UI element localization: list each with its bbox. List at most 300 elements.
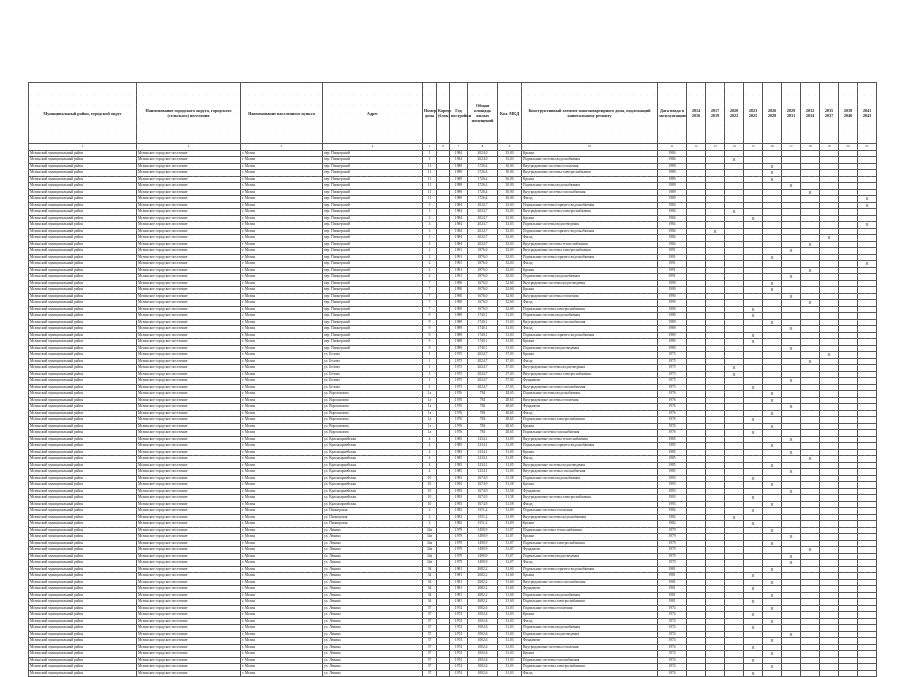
date-cell: 1990 bbox=[658, 306, 687, 313]
settlement-cell: Мглинское городское поселение bbox=[137, 514, 241, 521]
area-cell: 2024,7 bbox=[468, 202, 498, 209]
element-cell: Подвальные системы электроснабжения bbox=[522, 664, 658, 671]
settlement-cell: Мглинское городское поселение bbox=[137, 423, 241, 430]
element-cell: Подвальные системы горячего водоснабжения bbox=[522, 254, 658, 261]
settlement-cell: Мглинское городское поселение bbox=[137, 365, 241, 372]
area-cell: 1876,0 bbox=[468, 261, 498, 268]
district-cell: Мглинский муниципальный район bbox=[29, 501, 137, 508]
element-cell: Фасад bbox=[522, 235, 658, 242]
settlement-cell: Мглинское городское поселение bbox=[137, 475, 241, 482]
date-cell: 1974 bbox=[658, 618, 687, 625]
area-cell: 1002,6 bbox=[468, 638, 498, 645]
date-cell: 1984 bbox=[658, 241, 687, 248]
town-cell: г. Мглин bbox=[241, 248, 323, 255]
year-cell: 1975 bbox=[450, 378, 468, 385]
date-cell: 1981 bbox=[658, 592, 687, 599]
element-cell: Подвальные системы водоснабжения bbox=[522, 313, 658, 320]
settlement-cell: Мглинское городское поселение bbox=[137, 456, 241, 463]
area-cell: 2682,2 bbox=[468, 599, 498, 606]
district-cell: Мглинский муниципальный район bbox=[29, 391, 137, 398]
settlement-cell: Мглинское городское поселение bbox=[137, 638, 241, 645]
town-cell: г. Мглин bbox=[241, 267, 323, 274]
area-cell: 1234,1 bbox=[468, 449, 498, 456]
town-cell: г. Мглин bbox=[241, 241, 323, 248]
settlement-cell: Мглинское городское поселение bbox=[137, 170, 241, 177]
date-cell: 1993 bbox=[658, 488, 687, 495]
settlement-cell: Мглинское городское поселение bbox=[137, 560, 241, 567]
date-cell: 1985 bbox=[658, 469, 687, 476]
mkd-cell: 28,65 bbox=[498, 391, 522, 398]
town-cell: г. Мглин bbox=[241, 280, 323, 287]
house-number-cell: 1а bbox=[423, 430, 437, 437]
town-cell: г. Мглин bbox=[241, 651, 323, 658]
period-mark-cell: X bbox=[763, 527, 782, 534]
year-cell: 1989 bbox=[450, 170, 468, 177]
column-header: 2014 2016 bbox=[687, 83, 706, 144]
town-cell: г. Мглин bbox=[241, 560, 323, 567]
district-cell: Мглинский муниципальный район bbox=[29, 508, 137, 515]
year-cell: 1985 bbox=[450, 449, 468, 456]
district-cell: Мглинский муниципальный район bbox=[29, 319, 137, 326]
period-mark-cell: X bbox=[763, 443, 782, 450]
mkd-cell: 31,07 bbox=[498, 560, 522, 567]
period-mark-cell: X bbox=[782, 404, 801, 411]
settlement-cell: Мглинское городское поселение bbox=[137, 586, 241, 593]
town-cell: г. Мглин bbox=[241, 293, 323, 300]
mkd-cell: 31,60 bbox=[498, 573, 522, 580]
settlement-cell: Мглинское городское поселение bbox=[137, 501, 241, 508]
address-cell: пер. Пионерский bbox=[323, 163, 423, 170]
district-cell: Мглинский муниципальный район bbox=[29, 605, 137, 612]
element-cell: Подвальные системы горячего водоснабжения bbox=[522, 332, 658, 339]
district-cell: Мглинский муниципальный район bbox=[29, 228, 137, 235]
settlement-cell: Мглинское городское поселение bbox=[137, 209, 241, 216]
mkd-cell: 31,03 bbox=[498, 651, 522, 658]
house-number-cell: 34а bbox=[423, 553, 437, 560]
column-number: 3 bbox=[241, 144, 323, 151]
area-cell: 1876,0 bbox=[468, 274, 498, 281]
town-cell: г. Мглин bbox=[241, 313, 323, 320]
year-cell: 1976 bbox=[450, 404, 468, 411]
element-cell: Внутридомовые системы отопления bbox=[522, 293, 658, 300]
year-cell: 1979 bbox=[450, 540, 468, 547]
column-header: Наименование населенного пункта bbox=[241, 83, 323, 144]
mkd-cell: 31,58 bbox=[498, 475, 522, 482]
address-cell: ул. Ворошилова bbox=[323, 417, 423, 424]
settlement-cell: Мглинское городское поселение bbox=[137, 605, 241, 612]
column-header: 2026 2028 bbox=[763, 83, 782, 144]
area-cell: 1876,0 bbox=[468, 267, 498, 274]
address-cell: ул. Пионерская bbox=[323, 514, 423, 521]
district-cell: Мглинский муниципальный район bbox=[29, 384, 137, 391]
town-cell: г. Мглин bbox=[241, 371, 323, 378]
mkd-cell: 31,60 bbox=[498, 566, 522, 573]
element-cell: Подвальные системы горячего водоснабжения bbox=[522, 202, 658, 209]
date-cell: 1984 bbox=[658, 150, 687, 157]
area-cell: 1002,6 bbox=[468, 644, 498, 651]
mkd-cell: 31,09 bbox=[498, 521, 522, 528]
year-cell: 1975 bbox=[450, 371, 468, 378]
year-cell: 1985 bbox=[450, 436, 468, 443]
address-cell: пер. Пионерский bbox=[323, 319, 423, 326]
town-cell: г. Мглин bbox=[241, 365, 323, 372]
settlement-cell: Мглинское городское поселение bbox=[137, 358, 241, 365]
town-cell: г. Мглин bbox=[241, 287, 323, 294]
date-cell: 1974 bbox=[658, 638, 687, 645]
town-cell: г. Мглин bbox=[241, 638, 323, 645]
settlement-cell: Мглинское городское поселение bbox=[137, 495, 241, 502]
town-cell: г. Мглин bbox=[241, 521, 323, 528]
year-cell: 1985 bbox=[450, 469, 468, 476]
period-mark-cell: X bbox=[782, 436, 801, 443]
settlement-cell: Мглинское городское поселение bbox=[137, 280, 241, 287]
area-cell: 1740,1 bbox=[468, 345, 498, 352]
address-cell: ул. Ленина bbox=[323, 579, 423, 586]
address-cell: ул. Пионерская bbox=[323, 521, 423, 528]
mkd-cell: 30,00 bbox=[498, 163, 522, 170]
period-mark-cell: X bbox=[763, 287, 782, 294]
date-cell: 1975 bbox=[658, 358, 687, 365]
town-cell: г. Мглин bbox=[241, 592, 323, 599]
town-cell: г. Мглин bbox=[241, 235, 323, 242]
district-cell: Мглинский муниципальный район bbox=[29, 248, 137, 255]
district-cell: Мглинский муниципальный район bbox=[29, 215, 137, 222]
mkd-cell: 28,65 bbox=[498, 423, 522, 430]
area-cell: 1490,9 bbox=[468, 534, 498, 541]
area-cell: 1551,2 bbox=[468, 521, 498, 528]
element-cell: Крыша bbox=[522, 482, 658, 489]
district-cell: Мглинский муниципальный район bbox=[29, 150, 137, 157]
element-cell: Крыша bbox=[522, 267, 658, 274]
date-cell: 1990 bbox=[658, 293, 687, 300]
year-cell: 1989 bbox=[450, 183, 468, 190]
area-cell: 1740,1 bbox=[468, 326, 498, 333]
district-cell: Мглинский муниципальный район bbox=[29, 586, 137, 593]
town-cell: г. Мглин bbox=[241, 391, 323, 398]
settlement-cell: Мглинское городское поселение bbox=[137, 378, 241, 385]
mkd-cell: 31,03 bbox=[498, 644, 522, 651]
column-number: 20 bbox=[839, 144, 858, 151]
element-cell: Подвальные системы водоснабжения bbox=[522, 592, 658, 599]
element-cell: Внутридомовые системы электроснабжения bbox=[522, 495, 658, 502]
settlement-cell: Мглинское городское поселение bbox=[137, 241, 241, 248]
period-mark-cell: X bbox=[858, 196, 877, 203]
address-cell: пер. Пионерский bbox=[323, 183, 423, 190]
year-cell: 1982 bbox=[450, 521, 468, 528]
date-cell: 1985 bbox=[658, 436, 687, 443]
year-cell: 1993 bbox=[450, 501, 468, 508]
town-cell: г. Мглин bbox=[241, 352, 323, 359]
district-cell: Мглинский муниципальный район bbox=[29, 534, 137, 541]
settlement-cell: Мглинское городское поселение bbox=[137, 352, 241, 359]
house-number-cell: 34а bbox=[423, 534, 437, 541]
year-cell: 1985 bbox=[450, 462, 468, 469]
element-cell: Подвальные системы водоснабжения bbox=[522, 157, 658, 164]
town-cell: г. Мглин bbox=[241, 274, 323, 281]
settlement-cell: Мглинское городское поселение bbox=[137, 300, 241, 307]
period-mark-cell: X bbox=[858, 261, 877, 268]
house-number-cell: 34 bbox=[423, 592, 437, 599]
mkd-cell: 31,03 bbox=[498, 618, 522, 625]
period-mark-cell: X bbox=[763, 410, 782, 417]
area-cell: 784 bbox=[468, 391, 498, 398]
mkd-cell: 31,09 bbox=[498, 508, 522, 515]
house-number-cell: 11 bbox=[423, 189, 437, 196]
district-cell: Мглинский муниципальный район bbox=[29, 410, 137, 417]
element-cell: Внутридомовые системы теплоснабжения bbox=[522, 436, 658, 443]
address-cell: ул. Ленина bbox=[323, 631, 423, 638]
year-cell: 1976 bbox=[450, 423, 468, 430]
address-cell: ул. Ворошилова bbox=[323, 430, 423, 437]
settlement-cell: Мглинское городское поселение bbox=[137, 625, 241, 632]
town-cell: г. Мглин bbox=[241, 670, 323, 677]
address-cell: ул. Ворошилова bbox=[323, 397, 423, 404]
mkd-cell: 31,60 bbox=[498, 579, 522, 586]
address-cell: ул. Ленина bbox=[323, 566, 423, 573]
house-number-cell: 1 bbox=[423, 384, 437, 391]
mkd-cell: 31,07 bbox=[498, 540, 522, 547]
mkd-cell: 33,03 bbox=[498, 222, 522, 229]
area-cell: 784 bbox=[468, 417, 498, 424]
year-cell: 1989 bbox=[450, 163, 468, 170]
year-cell: 1991 bbox=[450, 254, 468, 261]
year-cell: 1974 bbox=[450, 670, 468, 677]
district-cell: Мглинский муниципальный район bbox=[29, 521, 137, 528]
period-mark-cell: X bbox=[820, 352, 839, 359]
year-cell: 1974 bbox=[450, 664, 468, 671]
address-cell: ул. Ленина bbox=[323, 534, 423, 541]
column-header: 2038 2040 bbox=[839, 83, 858, 144]
mkd-cell: 28,65 bbox=[498, 410, 522, 417]
date-cell: 1989 bbox=[658, 183, 687, 190]
period-mark-cell bbox=[820, 670, 839, 677]
column-header: 2032 2034 bbox=[801, 83, 820, 144]
house-number-cell: 7 bbox=[423, 280, 437, 287]
date-cell: 1989 bbox=[658, 163, 687, 170]
period-mark-cell: X bbox=[763, 397, 782, 404]
mkd-cell: 31,03 bbox=[498, 657, 522, 664]
column-header: Кол. МКД bbox=[498, 83, 522, 144]
district-cell: Мглинский муниципальный район bbox=[29, 397, 137, 404]
mkd-cell: 30,00 bbox=[498, 170, 522, 177]
date-cell: 1985 bbox=[658, 456, 687, 463]
settlement-cell: Мглинское городское поселение bbox=[137, 313, 241, 320]
period-mark-cell: X bbox=[763, 170, 782, 177]
element-cell: Внутридомовые системы отопления bbox=[522, 163, 658, 170]
column-header: Общая площадь жилых помещений bbox=[468, 83, 498, 144]
town-cell: г. Мглин bbox=[241, 456, 323, 463]
settlement-cell: Мглинское городское поселение bbox=[137, 599, 241, 606]
year-cell: 1975 bbox=[450, 365, 468, 372]
mkd-cell: 31,03 bbox=[498, 319, 522, 326]
town-cell: г. Мглин bbox=[241, 397, 323, 404]
mkd-cell: 31,07 bbox=[498, 527, 522, 534]
mkd-cell: 32,60 bbox=[498, 306, 522, 313]
town-cell: г. Мглин bbox=[241, 534, 323, 541]
mkd-cell: 33,03 bbox=[498, 235, 522, 242]
period-mark-cell: X bbox=[744, 339, 763, 346]
column-number: 19 bbox=[820, 144, 839, 151]
element-cell: Внутридомовые системы отопления bbox=[522, 644, 658, 651]
district-cell: Мглинский муниципальный район bbox=[29, 306, 137, 313]
address-cell: пер. Пионерский bbox=[323, 293, 423, 300]
year-cell: 1984 bbox=[450, 150, 468, 157]
period-mark-cell bbox=[839, 670, 858, 677]
period-mark-cell: X bbox=[858, 202, 877, 209]
date-cell: 1991 bbox=[658, 254, 687, 261]
mkd-cell: 31,09 bbox=[498, 514, 522, 521]
area-cell: 1726,4 bbox=[468, 183, 498, 190]
district-cell: Мглинский муниципальный район bbox=[29, 241, 137, 248]
settlement-cell: Мглинское городское поселение bbox=[137, 540, 241, 547]
address-cell: ул. Ворошилова bbox=[323, 423, 423, 430]
house-number-cell: 37 bbox=[423, 651, 437, 658]
area-cell: 784 bbox=[468, 430, 498, 437]
year-cell: 1974 bbox=[450, 605, 468, 612]
date-cell: 1976 bbox=[658, 410, 687, 417]
year-cell: 1984 bbox=[450, 241, 468, 248]
area-cell: 1876,0 bbox=[468, 248, 498, 255]
period-mark-cell: X bbox=[801, 267, 820, 274]
period-mark-cell: X bbox=[725, 157, 744, 164]
town-cell: г. Мглин bbox=[241, 404, 323, 411]
date-cell: 1976 bbox=[658, 417, 687, 424]
column-number: 17 bbox=[782, 144, 801, 151]
year-cell: 1981 bbox=[450, 573, 468, 580]
house-number-cell: 1а bbox=[423, 391, 437, 398]
house-number-cell: 1 bbox=[423, 352, 437, 359]
year-cell: 1979 bbox=[450, 553, 468, 560]
town-cell: г. Мглин bbox=[241, 631, 323, 638]
mkd-cell: 32,03 bbox=[498, 267, 522, 274]
column-number: 10 bbox=[522, 144, 658, 151]
area-cell: 1234,1 bbox=[468, 462, 498, 469]
town-cell: г. Мглин bbox=[241, 443, 323, 450]
period-mark-cell: X bbox=[801, 189, 820, 196]
house-number-cell: 1а bbox=[423, 410, 437, 417]
district-cell: Мглинский муниципальный район bbox=[29, 261, 137, 268]
element-cell: Внутридомовые системы водоотведения bbox=[522, 365, 658, 372]
address-cell: ул. Ленина bbox=[323, 586, 423, 593]
town-cell: г. Мглин bbox=[241, 261, 323, 268]
year-cell: 1985 bbox=[450, 443, 468, 450]
year-cell: 1976 bbox=[450, 417, 468, 424]
district-cell: Мглинский муниципальный район bbox=[29, 163, 137, 170]
district-cell: Мглинский муниципальный район bbox=[29, 560, 137, 567]
area-cell: 1002,6 bbox=[468, 625, 498, 632]
town-cell: г. Мглин bbox=[241, 618, 323, 625]
house-number-cell: 9 bbox=[423, 326, 437, 333]
house-number-cell: 9 bbox=[423, 319, 437, 326]
settlement-cell: Мглинское городское поселение bbox=[137, 508, 241, 515]
district-cell: Мглинский муниципальный район bbox=[29, 417, 137, 424]
date-cell: 1993 bbox=[658, 495, 687, 502]
area-cell: 1876,0 bbox=[468, 254, 498, 261]
house-number-cell: 2 bbox=[423, 267, 437, 274]
period-mark-cell: X bbox=[725, 365, 744, 372]
area-cell: 2682,2 bbox=[468, 566, 498, 573]
period-mark-cell: X bbox=[801, 241, 820, 248]
period-mark-cell: X bbox=[801, 300, 820, 307]
district-cell: Мглинский муниципальный район bbox=[29, 462, 137, 469]
settlement-cell: Мглинское городское поселение bbox=[137, 235, 241, 242]
town-cell: г. Мглин bbox=[241, 664, 323, 671]
date-cell: 1989 bbox=[658, 326, 687, 333]
area-cell: 1490,9 bbox=[468, 547, 498, 554]
house-number-cell: 1 bbox=[423, 365, 437, 372]
address-cell: ул. Красноармейская bbox=[323, 456, 423, 463]
period-mark-cell bbox=[801, 670, 820, 677]
district-cell: Мглинский муниципальный район bbox=[29, 638, 137, 645]
address-cell: ул. Ленина bbox=[323, 573, 423, 580]
element-cell: Крыша bbox=[522, 150, 658, 157]
settlement-cell: Мглинское городское поселение bbox=[137, 261, 241, 268]
mkd-cell: 31,03 bbox=[498, 345, 522, 352]
year-cell: 1989 bbox=[450, 345, 468, 352]
period-mark-cell: X bbox=[744, 306, 763, 313]
address-cell: пер. Пионерский bbox=[323, 170, 423, 177]
address-cell: ул. Белова bbox=[323, 352, 423, 359]
town-cell: г. Мглин bbox=[241, 501, 323, 508]
town-cell: г. Мглин bbox=[241, 495, 323, 502]
element-cell: Фасад bbox=[522, 300, 658, 307]
date-cell: 1984 bbox=[658, 228, 687, 235]
date-cell: 1991 bbox=[658, 267, 687, 274]
town-cell: г. Мглин bbox=[241, 326, 323, 333]
mkd-cell: 31,03 bbox=[498, 332, 522, 339]
settlement-cell: Мглинское городское поселение bbox=[137, 443, 241, 450]
mkd-cell: 31,03 bbox=[498, 638, 522, 645]
address-cell: ул. Ленина bbox=[323, 664, 423, 671]
area-cell: 1490,9 bbox=[468, 540, 498, 547]
address-cell: пер. Пионерский bbox=[323, 287, 423, 294]
address-cell: ул. Ленина bbox=[323, 657, 423, 664]
period-mark-cell: X bbox=[782, 183, 801, 190]
date-cell: 1991 bbox=[658, 261, 687, 268]
date-cell: 1990 bbox=[658, 300, 687, 307]
year-cell: 1975 bbox=[450, 352, 468, 359]
area-cell: 2682,2 bbox=[468, 573, 498, 580]
address-cell: ул. Красноармейская bbox=[323, 443, 423, 450]
period-mark-cell: X bbox=[744, 332, 763, 339]
year-cell: 1991 bbox=[450, 248, 468, 255]
element-cell: Подвальные системы водоотведения bbox=[522, 553, 658, 560]
period-mark-cell: X bbox=[744, 644, 763, 651]
town-cell: г. Мглин bbox=[241, 462, 323, 469]
date-cell: 1993 bbox=[658, 501, 687, 508]
column-header: 2023 2025 bbox=[744, 83, 763, 144]
column-number: 2 bbox=[137, 144, 241, 151]
date-cell: 1976 bbox=[658, 391, 687, 398]
district-cell: Мглинский муниципальный район bbox=[29, 573, 137, 580]
date-cell: 1975 bbox=[658, 352, 687, 359]
date-cell: 1981 bbox=[658, 586, 687, 593]
period-mark-cell bbox=[763, 670, 782, 677]
area-cell: 2024,0 bbox=[468, 150, 498, 157]
district-cell: Мглинский муниципальный район bbox=[29, 313, 137, 320]
period-mark-cell: X bbox=[744, 495, 763, 502]
column-number: 14 bbox=[725, 144, 744, 151]
column-header: Конструктивный элемент многоквартирного дома, подлежащий капитальному ремонту bbox=[522, 83, 658, 144]
district-cell: Мглинский муниципальный район bbox=[29, 189, 137, 196]
district-cell: Мглинский муниципальный район bbox=[29, 514, 137, 521]
date-cell: 1989 bbox=[658, 332, 687, 339]
period-mark-cell: X bbox=[725, 371, 744, 378]
element-cell: Внутридомовые системы электроснабжения bbox=[522, 170, 658, 177]
column-header: Наименование городского округа, городского (сельского) поселения bbox=[137, 83, 241, 144]
area-cell: 1002,6 bbox=[468, 618, 498, 625]
date-cell: 1984 bbox=[658, 157, 687, 164]
